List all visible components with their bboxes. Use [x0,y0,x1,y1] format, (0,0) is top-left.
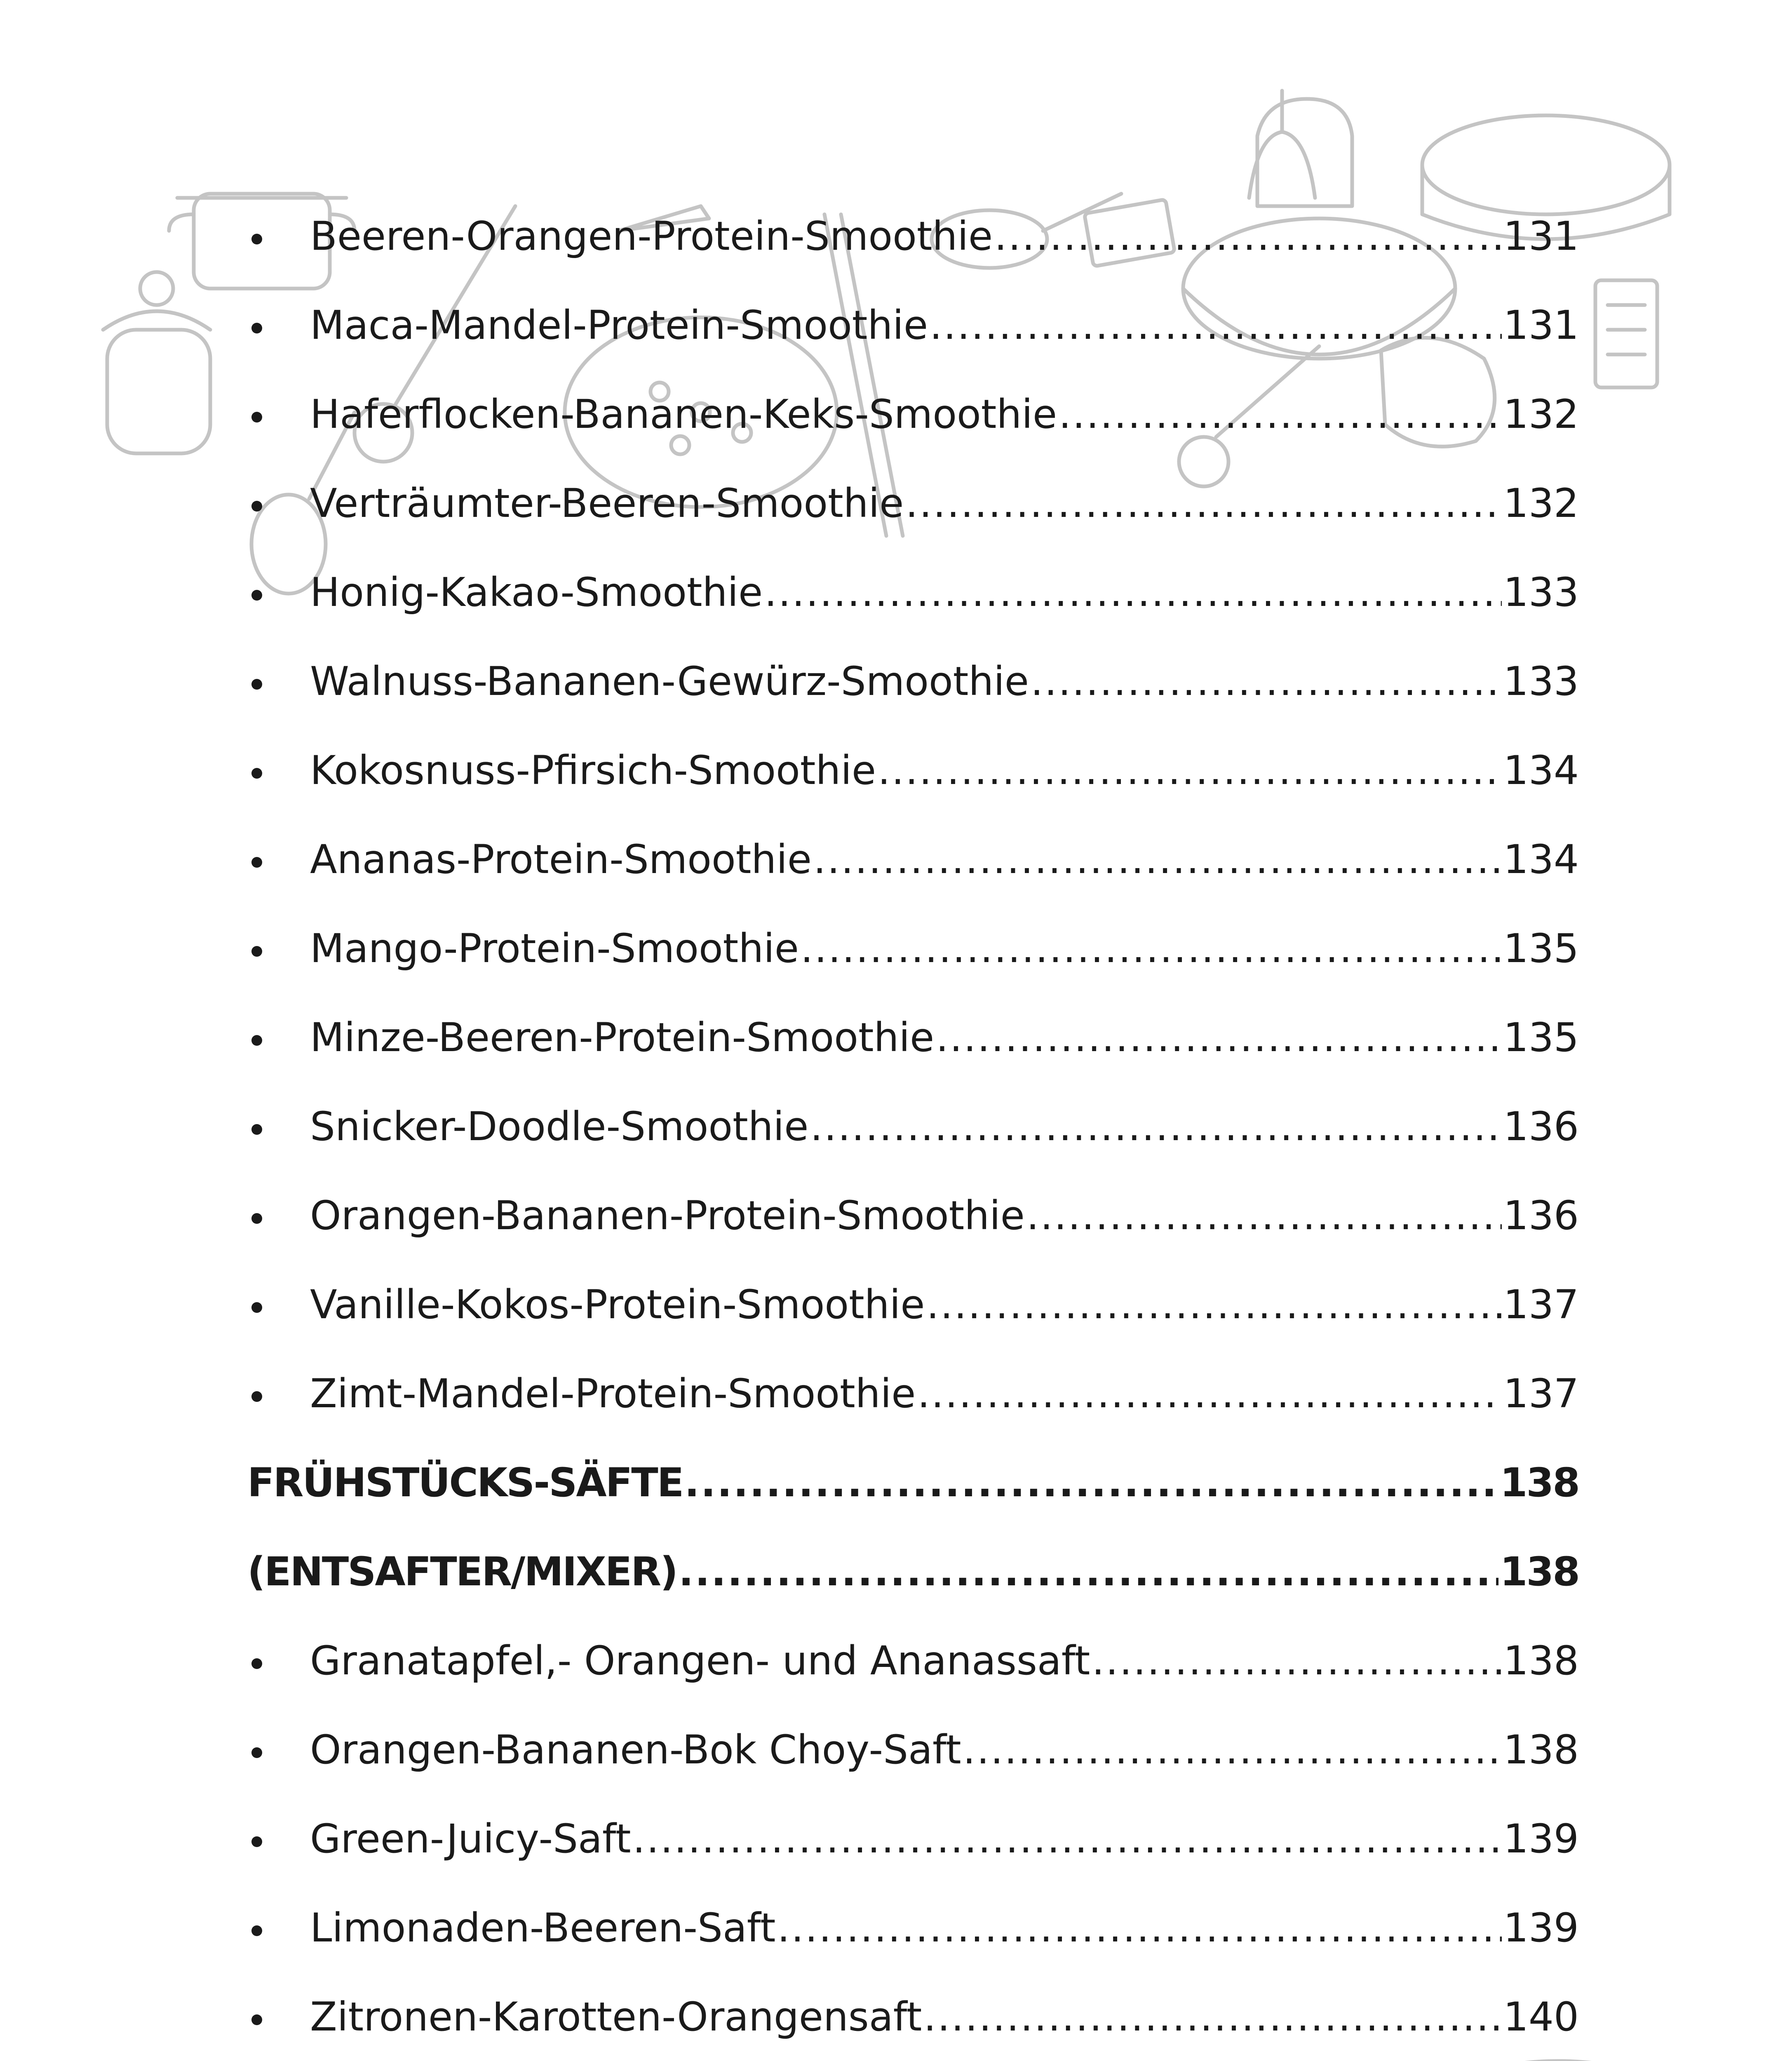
toc-page-number: 131 [1503,213,1579,259]
toc-item-title: Snicker-Doodle-Smoothie [310,1103,809,1150]
bullet-icon [251,1658,262,1669]
toc-page-number: 138 [1503,1727,1579,1773]
toc-item[interactable] [247,1770,1579,1862]
toc-page-number: 136 [1503,1103,1579,1150]
toc-item-title: Orangen-Bananen-Bok Choy-Saft [310,1727,961,1773]
bullet-icon [251,412,262,423]
toc-item[interactable] [247,790,1579,883]
table-of-contents [247,167,1579,2061]
toc-item[interactable] [247,612,1579,704]
toc-section-heading[interactable] [247,1413,1579,1506]
dot-leader [936,1018,1502,1057]
toc-heading-title: FRÜHSTÜCKS-SÄFTE [247,1460,683,1506]
toc-item[interactable] [247,701,1579,793]
toc-item-title: Granatapfel,- Orangen- und Ananassaft [310,1638,1090,1684]
toc-item-title: Orangen-Bananen-Protein-Smoothie [310,1192,1025,1239]
toc-item-title: Haferflocken-Bananen-Keks-Smoothie [310,391,1057,437]
dot-leader [764,573,1502,612]
dot-leader [994,216,1502,256]
toc-page-number: 135 [1503,1014,1579,1061]
toc-page-number: 140 [1503,1994,1579,2040]
bullet-icon [251,1391,262,1402]
toc-item[interactable] [247,1859,1579,1951]
toc-item[interactable] [247,523,1579,615]
toc-item[interactable] [247,1146,1579,1239]
dot-leader [905,484,1501,523]
bullet-icon [251,946,262,957]
bullet-icon [251,590,262,601]
toc-item-title: Maca-Mandel-Protein-Smoothie [310,302,928,348]
dot-leader [813,840,1502,879]
toc-item-title: Walnuss-Bananen-Gewürz-Smoothie [310,658,1029,704]
toc-item[interactable] [247,256,1579,348]
dot-leader [963,1730,1502,1770]
toc-item-title: Minze-Beeren-Protein-Smoothie [310,1014,935,1061]
bullet-icon [251,1213,262,1224]
dot-leader [930,305,1502,345]
toc-item[interactable] [247,2037,1579,2061]
bullet-icon [251,679,262,690]
toc-item[interactable] [247,879,1579,972]
bullet-icon [251,857,262,868]
toc-item[interactable] [247,167,1579,259]
toc-item-title: Vanille-Kokos-Protein-Smoothie [310,1282,925,1328]
dot-leader [810,1107,1501,1146]
toc-item-title: Honig-Kakao-Smoothie [310,569,763,615]
toc-page-number: 139 [1503,1905,1579,1951]
toc-item[interactable] [247,1235,1579,1328]
toc-item[interactable] [247,1681,1579,1773]
toc-item[interactable] [247,345,1579,437]
toc-page-number: 135 [1503,925,1579,972]
toc-page-number: 132 [1503,391,1579,437]
toc-page-number: 134 [1503,836,1579,883]
dot-leader [633,1819,1502,1859]
lidded-pot-icon [103,272,210,453]
toc-page-number: 137 [1503,1371,1579,1417]
bullet-icon [251,501,262,512]
dot-leader [1092,1641,1501,1681]
toc-item-title: Kokosnuss-Pfirsich-Smoothie [310,747,876,793]
toc-page-number: 138 [1500,1549,1579,1595]
toc-item[interactable] [247,1057,1579,1150]
toc-item-title: Zitronen-Karotten-Orangensaft [310,1994,922,2040]
dot-leader [801,929,1502,968]
toc-page-number: 136 [1503,1192,1579,1239]
dot-leader [684,1463,1498,1502]
dot-leader [878,751,1502,790]
bullet-icon [251,1925,262,1936]
toc-page-number: 138 [1503,1638,1579,1684]
toc-heading-title: (ENTSAFTER/MIXER) [247,1549,677,1595]
toc-item[interactable] [247,1948,1579,2040]
toc-page-number: 134 [1503,747,1579,793]
dot-leader [923,1997,1501,2037]
bullet-icon [251,2014,262,2025]
dot-leader [1031,662,1502,701]
toc-item-title: Zimt-Mandel-Protein-Smoothie [310,1371,916,1417]
bullet-icon [251,323,262,333]
toc-item[interactable] [247,1324,1579,1417]
toc-page-number: 131 [1503,302,1579,348]
toc-item-title: Verträumter-Beeren-Smoothie [310,480,904,526]
bullet-icon [251,1836,262,1847]
toc-page-number: 137 [1503,1282,1579,1328]
dot-leader [1026,1196,1502,1235]
dot-leader [679,1552,1498,1592]
toc-item-title: Ananas-Protein-Smoothie [310,836,812,883]
toc-item[interactable] [247,434,1579,526]
bullet-icon [251,1035,262,1046]
bullet-icon [251,768,262,779]
toc-page-number: 132 [1503,480,1579,526]
toc-page-number: 133 [1503,569,1579,615]
dot-leader [777,1908,1502,1948]
bullet-icon [251,1747,262,1758]
dot-leader [917,1374,1501,1413]
dot-leader [926,1285,1501,1324]
toc-page-number: 133 [1503,658,1579,704]
toc-item[interactable] [247,968,1579,1061]
bullet-icon [251,1302,262,1313]
toc-section-heading[interactable] [247,1502,1579,1595]
dot-leader [1059,394,1502,434]
toc-page-number: 138 [1500,1460,1579,1506]
toc-item[interactable] [247,1592,1579,1684]
bullet-icon [251,234,262,244]
toc-item-title: Mango-Protein-Smoothie [310,925,799,972]
toc-item-title: Green-Juicy-Saft [310,1816,631,1862]
toc-item-title: Limonaden-Beeren-Saft [310,1905,776,1951]
bullet-icon [251,1124,262,1135]
toc-page-number: 139 [1503,1816,1579,1862]
grater-icon [1595,280,1657,387]
toc-item-title: Beeren-Orangen-Protein-Smoothie [310,213,993,259]
